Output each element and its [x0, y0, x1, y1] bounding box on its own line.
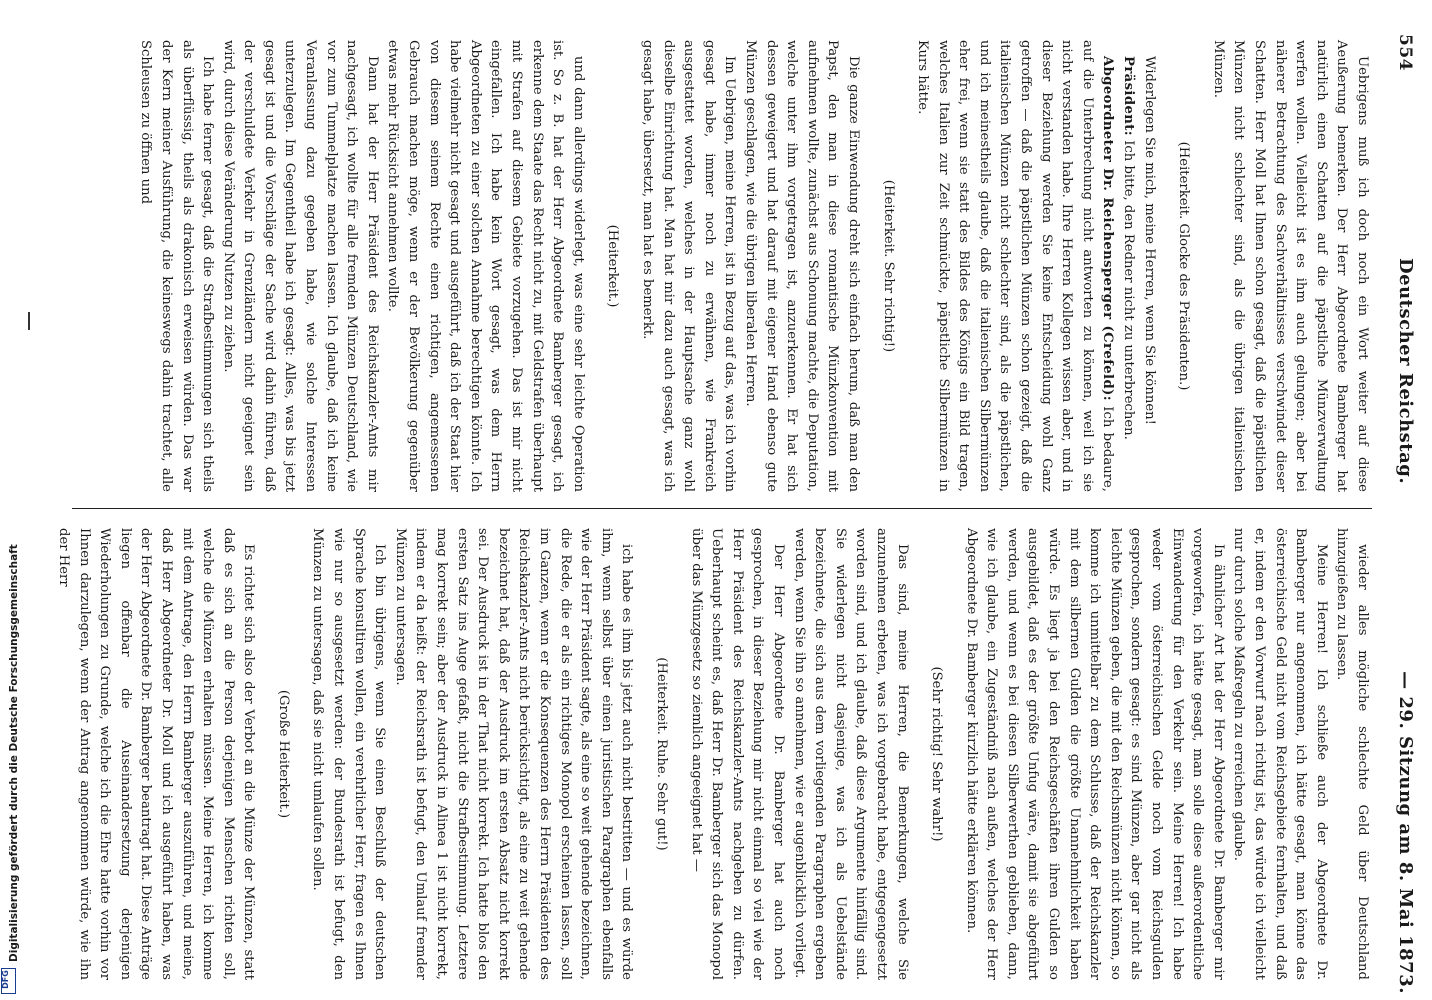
paragraph: und dann allerdings widerlegt, was eine sehr leichte Operation ist. So z. B. hat der Herr Abgeordnete Bamberger gesagt, ich erkenne dem Staate das Recht nicht zu, mit Geldstrafen überhaupt mit Strafen auf diesem Gebiete vorzugehen. Das ist mir nicht eingefallen. Ich habe kein Wort gesagt, was dem Herrn Abgeordneten zu einer solchen Annahme berechtigen könnte. Ich habe vielmehr nicht gesagt und ausgeführt, daß ich der Staat hier von diesem seinem Rechte einen richtigen, angemessenen Gebrauch machen möge, wenn er der Bevölkerung gegenüber etwas mehr Rücksicht annehmen wollte. — [385, 40, 586, 492]
paragraph: Die ganze Einwendung dreht sich einfach herum, daß man den Papst, den man in diese romantische Münzkonvention mit aufnehmen wollte, zunächst aus Schonung machte, die Deputation, welche unter ihm vorgetragen ist, anzuerkennen. Er hat sich dessen geweigert und hat darauf mit eigener Hand ebenso gute Münzen geschlagen, wie die übrigen liberalen Herren. — [742, 40, 861, 492]
paragraph: Der Herr Abgeordnete Dr. Bamberger hat auch noch gesprochen, in dieser Beziehung mir nicht einmal so viel wie der Herr Präsident des Reichskanzler-Amts nachgeben zu dürfen. Ueberhaupt scheint es, daß Herr Dr. Bamberger sich das Monopol über das Münzgesetz so ziemlich angeeignet hat — — [688, 528, 786, 980]
speaker-paragraph — [912, 40, 1118, 492]
paragraph: Widerlegen Sie mich, meine Herren, wenn Sie können! — [1141, 56, 1157, 425]
speaker-name: Abgeordneter Dr. Reichensperger (Crefeld): — [1100, 56, 1116, 401]
rotated-page-content — [55, 34, 1416, 994]
header-title-right: — 29. Sitzung am 8. Mai 1873. — [1395, 671, 1416, 994]
page-number: 554 — [1395, 34, 1415, 71]
paragraph: Meine Herren! Ich schließe auch der Abgeordnete Dr. Bamberger nur angenommen, ich hätte gesagt, man könne das österreichische Geld nicht vom Reichsgebiete fernhalten, und daß er, indem er den Vorwurf nach richtig ist, das würde ich vielleicht nur durch solche Maßregeln zu erreichen glaube. — [1231, 528, 1329, 980]
paragraph: Das sind, meine Herren, die Bemerkungen, welche Sie anzunehmen erbeten, was ich vorgebracht habe, entgegengesetzt worden sind, und ich glaube, daß diese Argumente hinfällig sind. Sie widerlegen nicht dasjenige, was ich als Uebelstände bezeichnete, die sich aus dem vorliegenden Paragraphen ergeben werden, wenn Sie ihn so annehmen, wie er augenblicklich vorliegt. — [791, 528, 910, 980]
paragraph: Ich habe ferner gesagt, daß die Strafbestimmungen sich theils als überflüssig, theils als drakonisch erweisen würden. Das war der Kern meiner Ausführung, die keineswegs dahin trachtet, alle Schleusen zu öffnen und — [138, 40, 216, 492]
scan-mark — [28, 312, 30, 330]
stage-direction: (Große Heiterkeit.) — [275, 689, 291, 819]
footer-credit — [0, 544, 30, 992]
right-text-column — [55, 528, 1372, 980]
paragraph: Im Uebrigen, meine Herren, ist in Bezug auf das, was ich vorhin gesagt habe, immer noch zu erwähnen, wie Frankreich ausgestattet worden, welches in der Hauptsache ganz wohl dieselbe Einrichtung hat. Man hat mir dazu auch gesagt, was ich gesagt habe, übersetzt, man hat es bemerkt. — [640, 40, 738, 492]
paragraph: Dann hat der Herr Präsident des Reichskanzler-Amts mir nachgesagt, ich wollte für alle fremden Münzen Deutschland, wie vor zum Tummelplatze machen lassen. Ich glaube, daß ich keine Veranlassung dazu gegeben habe, wie solche Interessen unterzulegen. Im Gegentheil habe ich gesagt: Alles, was bis jetzt gesagt ist und die Vorschläge der Sache wird dahin führen, daß der verschuldete Verkehr in Grenzländern nicht geeignet sein wird, durch diese Veränderung Nutzen zu ziehen. — [220, 40, 380, 492]
stage-direction: (Heiterkeit. Glocke des Präsidenten.) — [1176, 141, 1192, 391]
paragraph: Es richtet sich also der Verbot an die Münze der Münzen, statt daß es sich an die Person derjenigen Menschen richten soll, welche die Münzen erhalten müssen. Meine Herren, ich komme mit dem Antrage, den Herrn Bamberger auszuführen, und meine, daß Herr Abgeordneter Dr. Moll und ich ausgeführt haben, was der Herr Abgeordnete Dr. Bamberger beantragt hat. Diese Anträge liegen offenbar die Auseinandersetzung derjenigen Wiederholungen zu Grunde, welche ich die Ehre hatte vorhin vor Ihnen darzulegen, wenn der Antrag angenommen würde, wie ihn der Herr — [55, 528, 257, 980]
stage-direction: (Heiterkeit. Sehr richtig!) — [880, 179, 896, 353]
paragraph: ich habe es ihm bis jetzt auch nicht bestritten — und es würde ihm, wenn selbst über einen juristischen Paragraphen ebenfalls wie der Herr Präsident sagte, als eine so weit gehende bezeichnen, die Rede, die er als ein richtiges Monopol erscheinen lassen, soll im Ganzen, wenn er die Konsequenzen des Herrn Präsidenten des Reichskanzler-Amts nicht berücksichtigt, als eine zu weit gehende bezeichnet hat, daß der Ausdruck im ersten Absatz nicht korrekt sei. Der Ausdruck ist in der That nicht korrekt. Ich hatte blos den ersten Satz ins Auge gefaßt, nicht die Strafbestimmung. Letztere mag korrekt sein; aber der Ausdruck in Alinea 1 ist nicht korrekt, indem er da heißt: der Reichsrath ist befugt, den Umlauf fremder Münzen zu untersagen. — [392, 528, 635, 980]
digitization-credit-text: Digitalisierung gefördert durch die Deutsche Forschungsgemeinschaft — [8, 544, 20, 962]
dfg-logo-icon: DFG — [1, 968, 16, 994]
paragraph: Ich bin übrigens, wenn Sie einen Beschluß der deutschen Sprache konsultiren wollen, ein verehrlicher Herr, fragen es Ihnen wie nur so ausgesetzt werden: der Bundesrath ist befugt, den Münzen zu untersagen, daß sie nicht umlaufen sollen. — [310, 528, 388, 980]
speech-text: Ich bedaure, auf die Unterbrechung nicht antworten zu können, weil ich sie nicht verstanden habe. Ihre Herren Kollegen wissen aber, und in dieser Beziehung werden Sie keine Entscheidung wohl Ganz getroffen — daß die päpstlichen Münzen schon gezeigt, daß die italienischen Münzen nicht schlechter sind, als die päpstlichen, und ich meinestheils glaube, daß die italienischen Silbermünzen eher frei, wenn sie statt des Bildes des Königs ein Bild tragen, welches Italien zur Zeit schmückte, päpstliche Silbermünzen in Kurs hätte. — [915, 40, 1116, 492]
speech-text: Ich bitte, den Redner nicht zu unterbrechen. — [1121, 136, 1137, 440]
stage-direction: (Heiterkeit.) — [605, 224, 621, 308]
column-divider — [72, 508, 1372, 509]
left-text-column — [72, 40, 1372, 492]
speaker-name: Präsident: — [1121, 56, 1137, 137]
paragraph: In ähnlicher Art hat der Herr Abgeordnete Dr. Bamberger mir vorgeworfen, ich hätte gesagt, man solle diese außerordentliche Einwanderung für den Verkehr sein. Meine Herren! Ich habe weder vom österreichischen Gelde noch vom Reichsgulden gesprochen, sondern gesagt: es sind Münzen, aber gar nicht als leichte Münzen geben, die mit den Reichsmünzen nicht können, so komme ich unmittelbar zu dem Schlusse, daß der Reichskanzler mit dem silbernen Gulden die größte Unannehmlichkeit haben würde. Es liegt ja bei den Reichsgeschäften ihren Gulden so ausgebildet, daß es der größte Unfug wäre, damit sie abgeführt werden, und wenn es bei diesen Silberwerthen geblieben, dann, wie ich glaube, ein Zugeständniß nach außen, welches der Herr Abgeordnete Dr. Bamberger kürzlich hätte erklären können. — [963, 528, 1226, 980]
stage-direction: (Heiterkeit. Ruhe. Sehr gut!) — [654, 657, 669, 851]
speaker-paragraph — [1117, 40, 1138, 492]
page-header — [1376, 34, 1416, 994]
stage-direction: (Sehr richtig! Sehr wahr!) — [929, 666, 945, 842]
paragraph: wieder alles mögliche schlechte Geld über Deutschland hinzugießen zu lassen. — [1334, 528, 1370, 980]
header-title-left: Deutscher Reichstag. — [1395, 258, 1416, 485]
paragraph: Uebrigens muß ich doch noch ein Wort weiter auf diese Aeußerung bemerken. Der Herr Abgeordnete Bamberger hat natürlich einen Schatten auf die päpstliche Münzverwaltung werfen wollen. Vielleicht ist es ihm auch gelungen; aber bei näherer Betrachtung des Sachverhältnisses verschwindet dieser Schatten. Herr Moll hat Ihnen schon gesagt, daß die päpstlichen Münzen nicht schlechter sind, als die übrigen italienischen Münzen. — [1210, 40, 1370, 492]
